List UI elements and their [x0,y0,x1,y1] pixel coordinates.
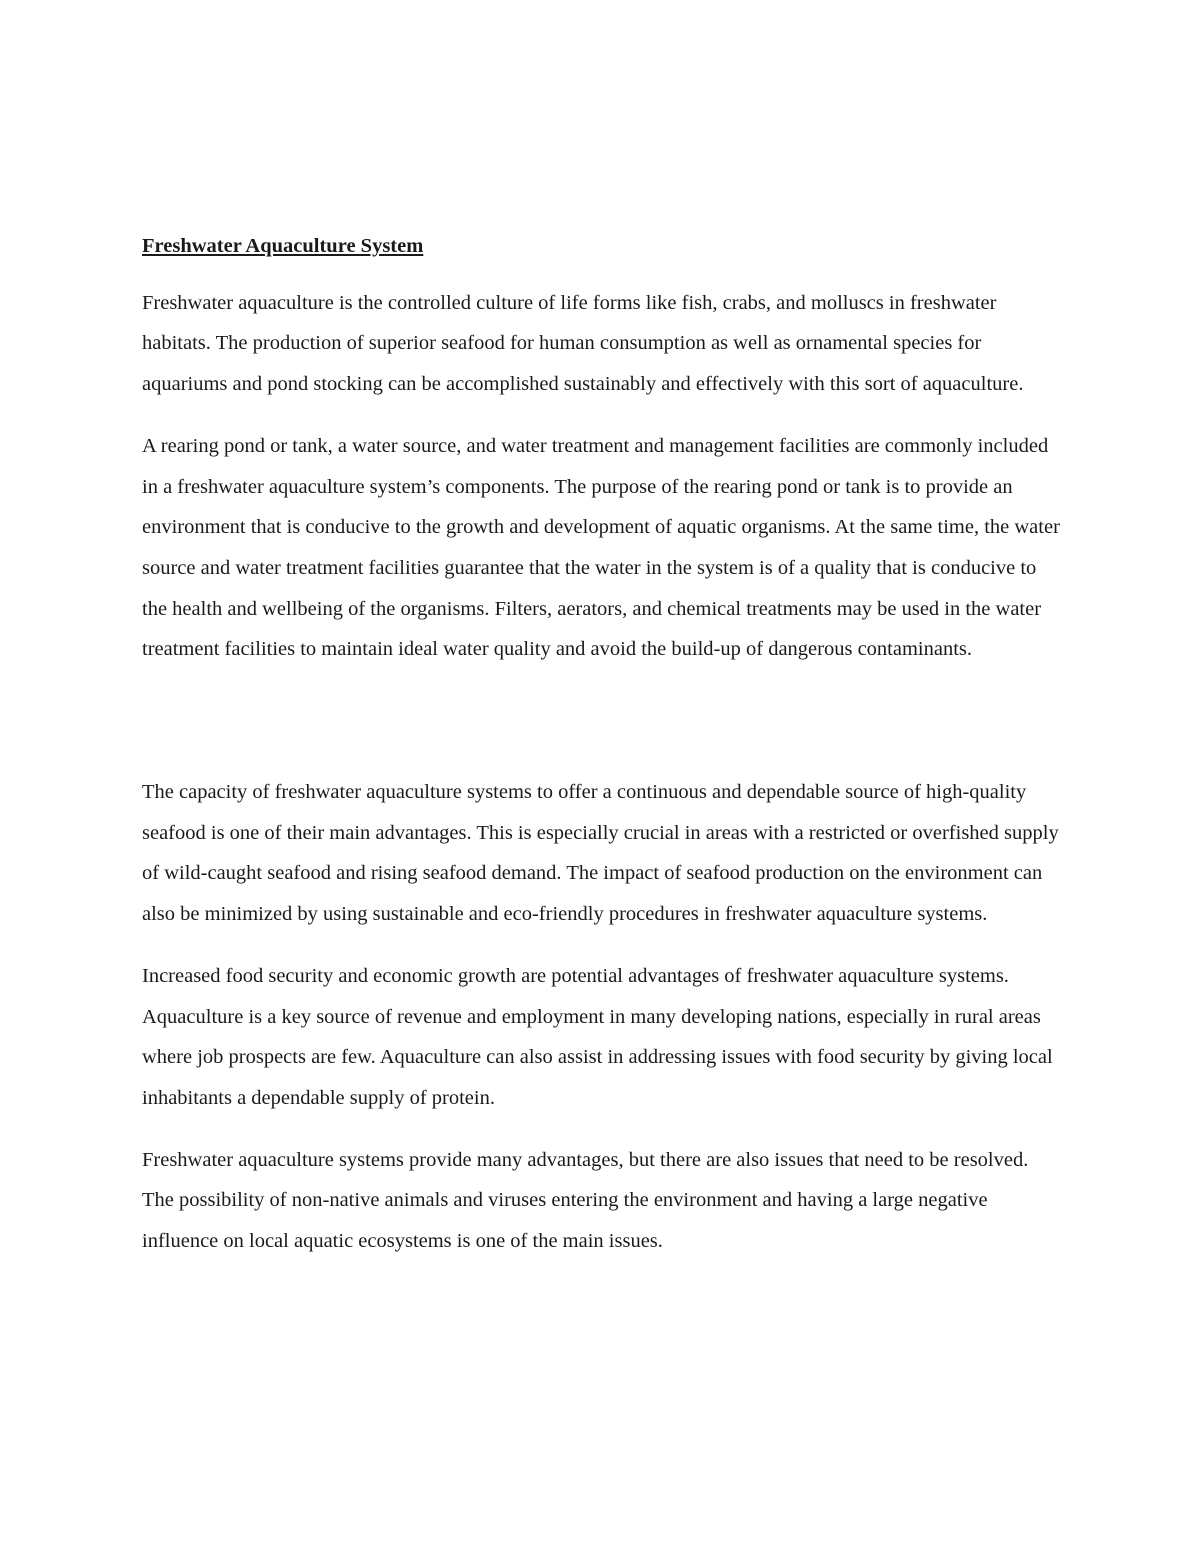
paragraph-food-security: Increased food security and economic growth are potential advantages of freshwater aquaculture systems. Aquaculture is a key source of revenue and employment in many developing nations, especially in rural areas where job prospects are few. Aquaculture can also assist in addressing issues with food security by giving local inhabitants a dependable supply of protein. [142,964,1053,1109]
paragraph-advantages: The capacity of freshwater aquaculture systems to offer a continuous and dependable source of high-quality seafood is one of their main advantages. This is especially crucial in areas with a restricted or overfished supply of wild-caught seafood and rising seafood demand. The impact of seafood production on the environment can also be minimized by using sustainable and eco-friendly procedures in freshwater aquaculture systems. [142,781,1059,926]
document-title: Freshwater Aquaculture System [142,235,424,257]
document-body [142,226,1062,1283]
paragraph-issues: Freshwater aquaculture systems provide many advantages, but there are also issues that need to be resolved. The possibility of non-native animals and viruses entering the environment and having a large negative influence on local aquatic ecosystems is one of the main issues. [142,1148,1029,1253]
paragraph-intro: Freshwater aquaculture is the controlled culture of life forms like fish, crabs, and molluscs in freshwater habitats. The production of superior seafood for human consumption as well as ornamental species for aquariums and pond stocking can be accomplished sustainably and effectively with this sort of aquaculture. [142,291,1024,396]
blank-line-gap [142,691,1062,772]
paragraph-components: A rearing pond or tank, a water source, and water treatment and management facilities are commonly included in a freshwater aquaculture system’s components. The purpose of the rearing pond or tank is to provide an environment that is conducive to the growth and development of aquatic organisms. At the same time, the water source and water treatment facilities guarantee that the water in the system is of a quality that is conducive to the health and wellbeing of the organisms. Filters, aerators, and chemical treatments may be used in the water treatment facilities to maintain ideal water quality and avoid the build-up of dangerous contaminants. [142,434,1060,661]
